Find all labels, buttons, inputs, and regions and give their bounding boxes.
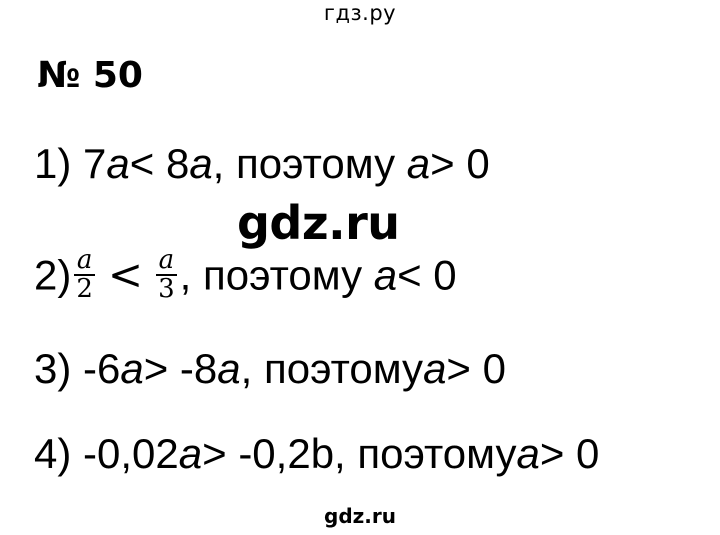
exercise-title: № 50 — [37, 55, 143, 96]
watermark-middle: gdz.ru — [237, 196, 400, 250]
item-number: 4) — [34, 430, 72, 477]
watermark-bottom: gdz.ru — [324, 504, 396, 528]
answer-line-1: 1) 7a< 8a, поэтому a> 0 — [34, 140, 490, 187]
answer-line-3: 3) -6a> -8a, поэтомуa> 0 — [34, 345, 506, 392]
fraction-a-over-2: $\frac{a}{2}$ — [76, 245, 93, 305]
item-number: 1) — [34, 140, 72, 187]
item-number: 2) — [34, 251, 72, 299]
answer-line-4: 4) -0,02a> -0,2b, поэтомуa> 0 — [34, 430, 600, 477]
item-number: 3) — [34, 345, 72, 392]
fraction-a-over-3: $\frac{a}{3}$ — [158, 245, 175, 305]
answer-line-2: 2) $\frac{a}{2}$ < $\frac{a}{3}$ , поэтому a< 0 — [34, 245, 457, 305]
watermark-top: гдз.ру — [323, 1, 397, 25]
